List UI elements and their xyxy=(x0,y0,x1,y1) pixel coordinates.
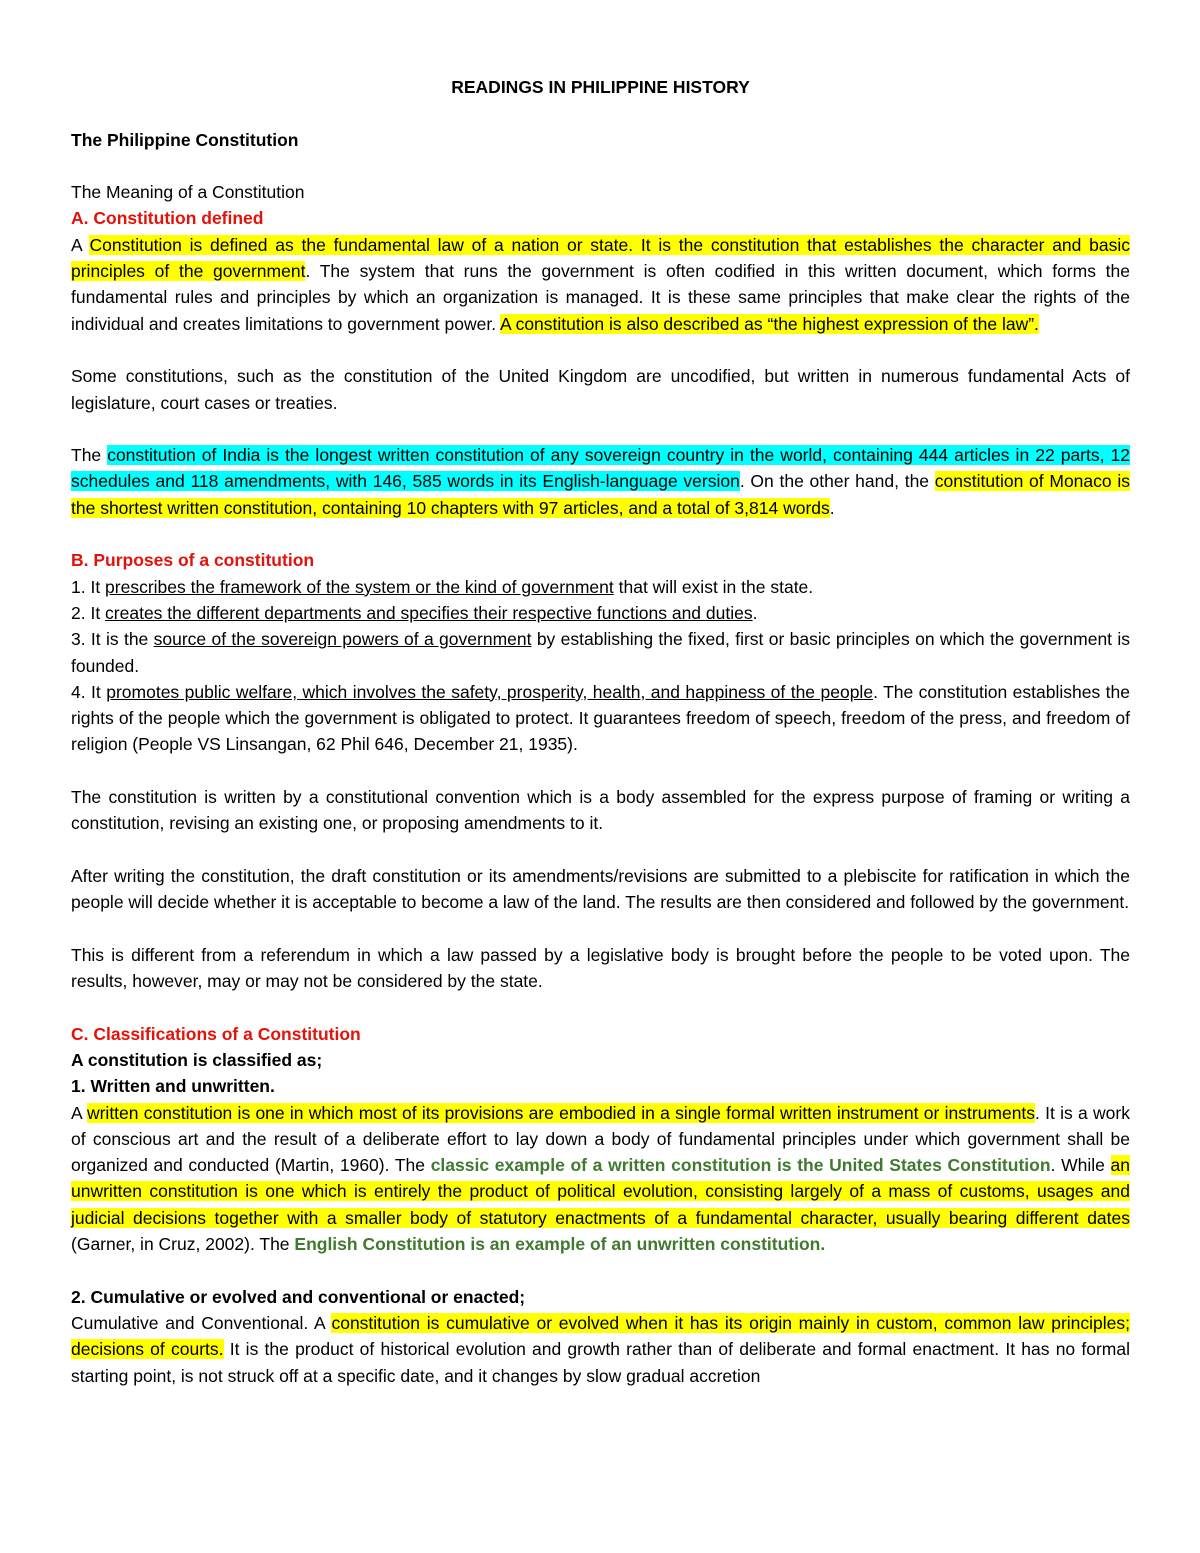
document-title: READINGS IN PHILIPPINE HISTORY xyxy=(451,77,750,97)
section-a-paragraph-3 xyxy=(71,442,1130,521)
section-b-paragraph-1: The constitution is written by a constitutional convention which is a body assembled for the express purpose of framing or writing a constitution, revising an existing one, or proposing amendments to it. xyxy=(71,787,1130,834)
underlined-text: prescribes the framework of the system or the kind of government xyxy=(105,576,614,597)
purpose-item-4 xyxy=(71,679,1130,758)
text-run: . xyxy=(829,497,835,518)
section-b-paragraph-2: After writing the constitution, the draft constitution or its amendments/revisions are submitted to a plebiscite for ratification in which the people will decide whether it is acceptable to become a law of the land. The results are then considered and followed by the government. xyxy=(71,865,1130,913)
text-run: . The system that runs the government is often codified in this written document, which forms the fundamental rules and principles by which an organization is managed. It is these same principles that make clear the rights of the individual and creates limitations to government power. xyxy=(71,261,1131,334)
section-c-heading: C. Classifications of a Constitution xyxy=(71,1023,361,1044)
document-heading: The Philippine Constitution xyxy=(71,129,299,150)
text-run: 4. It xyxy=(71,681,107,702)
text-run: by establishing the fixed, first or basic principles on which the government is founded. xyxy=(71,629,1131,676)
section-c-paragraph-2 xyxy=(71,1310,1130,1389)
subheading-written-unwritten: 1. Written and unwritten. xyxy=(71,1076,275,1097)
emphasized-text: English Constitution is an example of an unwritten constitution. xyxy=(294,1234,826,1255)
purpose-item-2 xyxy=(71,600,1130,626)
text-run: It is the product of historical evolution and growth rather than of deliberate and formal enactment. It has no formal starting point, is not struck off at a specific date, and it changes by slow gradual accretion xyxy=(71,1339,1131,1386)
highlighted-text: A constitution is also described as “the highest expression of the law”. xyxy=(500,313,1039,334)
text-run: 3. It is the xyxy=(71,629,154,650)
section-c-intro: A constitution is classified as; xyxy=(71,1049,323,1070)
underlined-text: promotes public welfare, which involves the safety, prosperity, health, and happiness of the people xyxy=(106,681,874,702)
text-run: . xyxy=(752,602,758,623)
section-subheading: The Meaning of a Constitution xyxy=(71,182,305,203)
underlined-text: creates the different departments and specifies their respective functions and duties xyxy=(105,602,753,623)
highlighted-text: constitution is cumulative or evolved when it has its origin mainly in custom, common law principles; decisions of courts. xyxy=(71,1312,1130,1360)
highlighted-text: constitution of Monaco is the shortest written constitution, containing 10 chapters with 97 articles, and a total of 3,814 words xyxy=(71,471,1130,518)
text-run: A xyxy=(71,1102,87,1123)
purpose-item-3 xyxy=(71,626,1130,679)
text-run: (Garner, in Cruz, 2002). The xyxy=(71,1234,295,1255)
text-run: . While xyxy=(1050,1155,1111,1176)
section-a-heading: A. Constitution defined xyxy=(71,208,264,229)
section-a-paragraph-2: Some constitutions, such as the constitution of the United Kingdom are uncodified, but written in numerous fundamental Acts of legislature, court cases or treaties. xyxy=(71,366,1130,413)
subheading-cumulative-conventional: 2. Cumulative or evolved and conventional or enacted; xyxy=(71,1286,526,1307)
highlighted-text: written constitution is one in which most of its provisions are embodied in a single formal written instrument or instruments xyxy=(86,1102,1036,1123)
highlighted-text: Constitution is defined as the fundamental law of a nation or state. It is the constitution that establishes the character and basic principles of the government xyxy=(71,234,1131,282)
section-b-heading: B. Purposes of a constitution xyxy=(71,550,315,571)
section-c-paragraph-1 xyxy=(71,1100,1130,1258)
section-a-paragraph-1 xyxy=(71,232,1130,337)
text-run: The xyxy=(71,445,108,466)
text-run: . It is a work of conscious art and the result of a deliberate effort to lay down a body of fundamental principles under which government shall be organized and conducted (Martin, 1960). The xyxy=(71,1102,1130,1176)
text-run: 2. It xyxy=(71,602,106,623)
underlined-text: source of the sovereign powers of a government xyxy=(153,629,532,650)
emphasized-text: classic example of a written constitution is the United States Constitution xyxy=(430,1155,1051,1176)
text-run: A xyxy=(71,234,90,255)
highlighted-text: constitution of India is the longest written constitution of any sovereign country in the world, containing 444 articles in 22 parts, 12 schedules and 118 amendments, with 146, 585 words in its English-language version xyxy=(71,445,1130,492)
text-run: 1. It xyxy=(71,576,106,597)
document-page xyxy=(71,74,1130,1389)
text-run: . The constitution establishes the rights of the people which the government is obligated to protect. It guarantees freedom of speech, freedom of the press, and freedom of religion (People VS Linsangan, 62 Phil 646, December 21, 1935). xyxy=(71,681,1130,755)
purpose-item-1 xyxy=(71,574,1130,600)
text-run: Cumulative and Conventional. A xyxy=(71,1312,332,1333)
highlighted-text: an unwritten constitution is one which is entirely the product of political evolution, consisting largely of a mass of customs, usages and judicial decisions together with a smaller body of statutory enactments of a fundamental character, usually bearing different dates xyxy=(71,1155,1130,1228)
section-b-paragraph-3: This is different from a referendum in which a law passed by a legislative body is brought before the people to be voted upon. The results, however, may or may not be considered by the state. xyxy=(71,944,1130,992)
text-run: that will exist in the state. xyxy=(613,576,814,597)
text-run: . On the other hand, the xyxy=(739,471,935,492)
